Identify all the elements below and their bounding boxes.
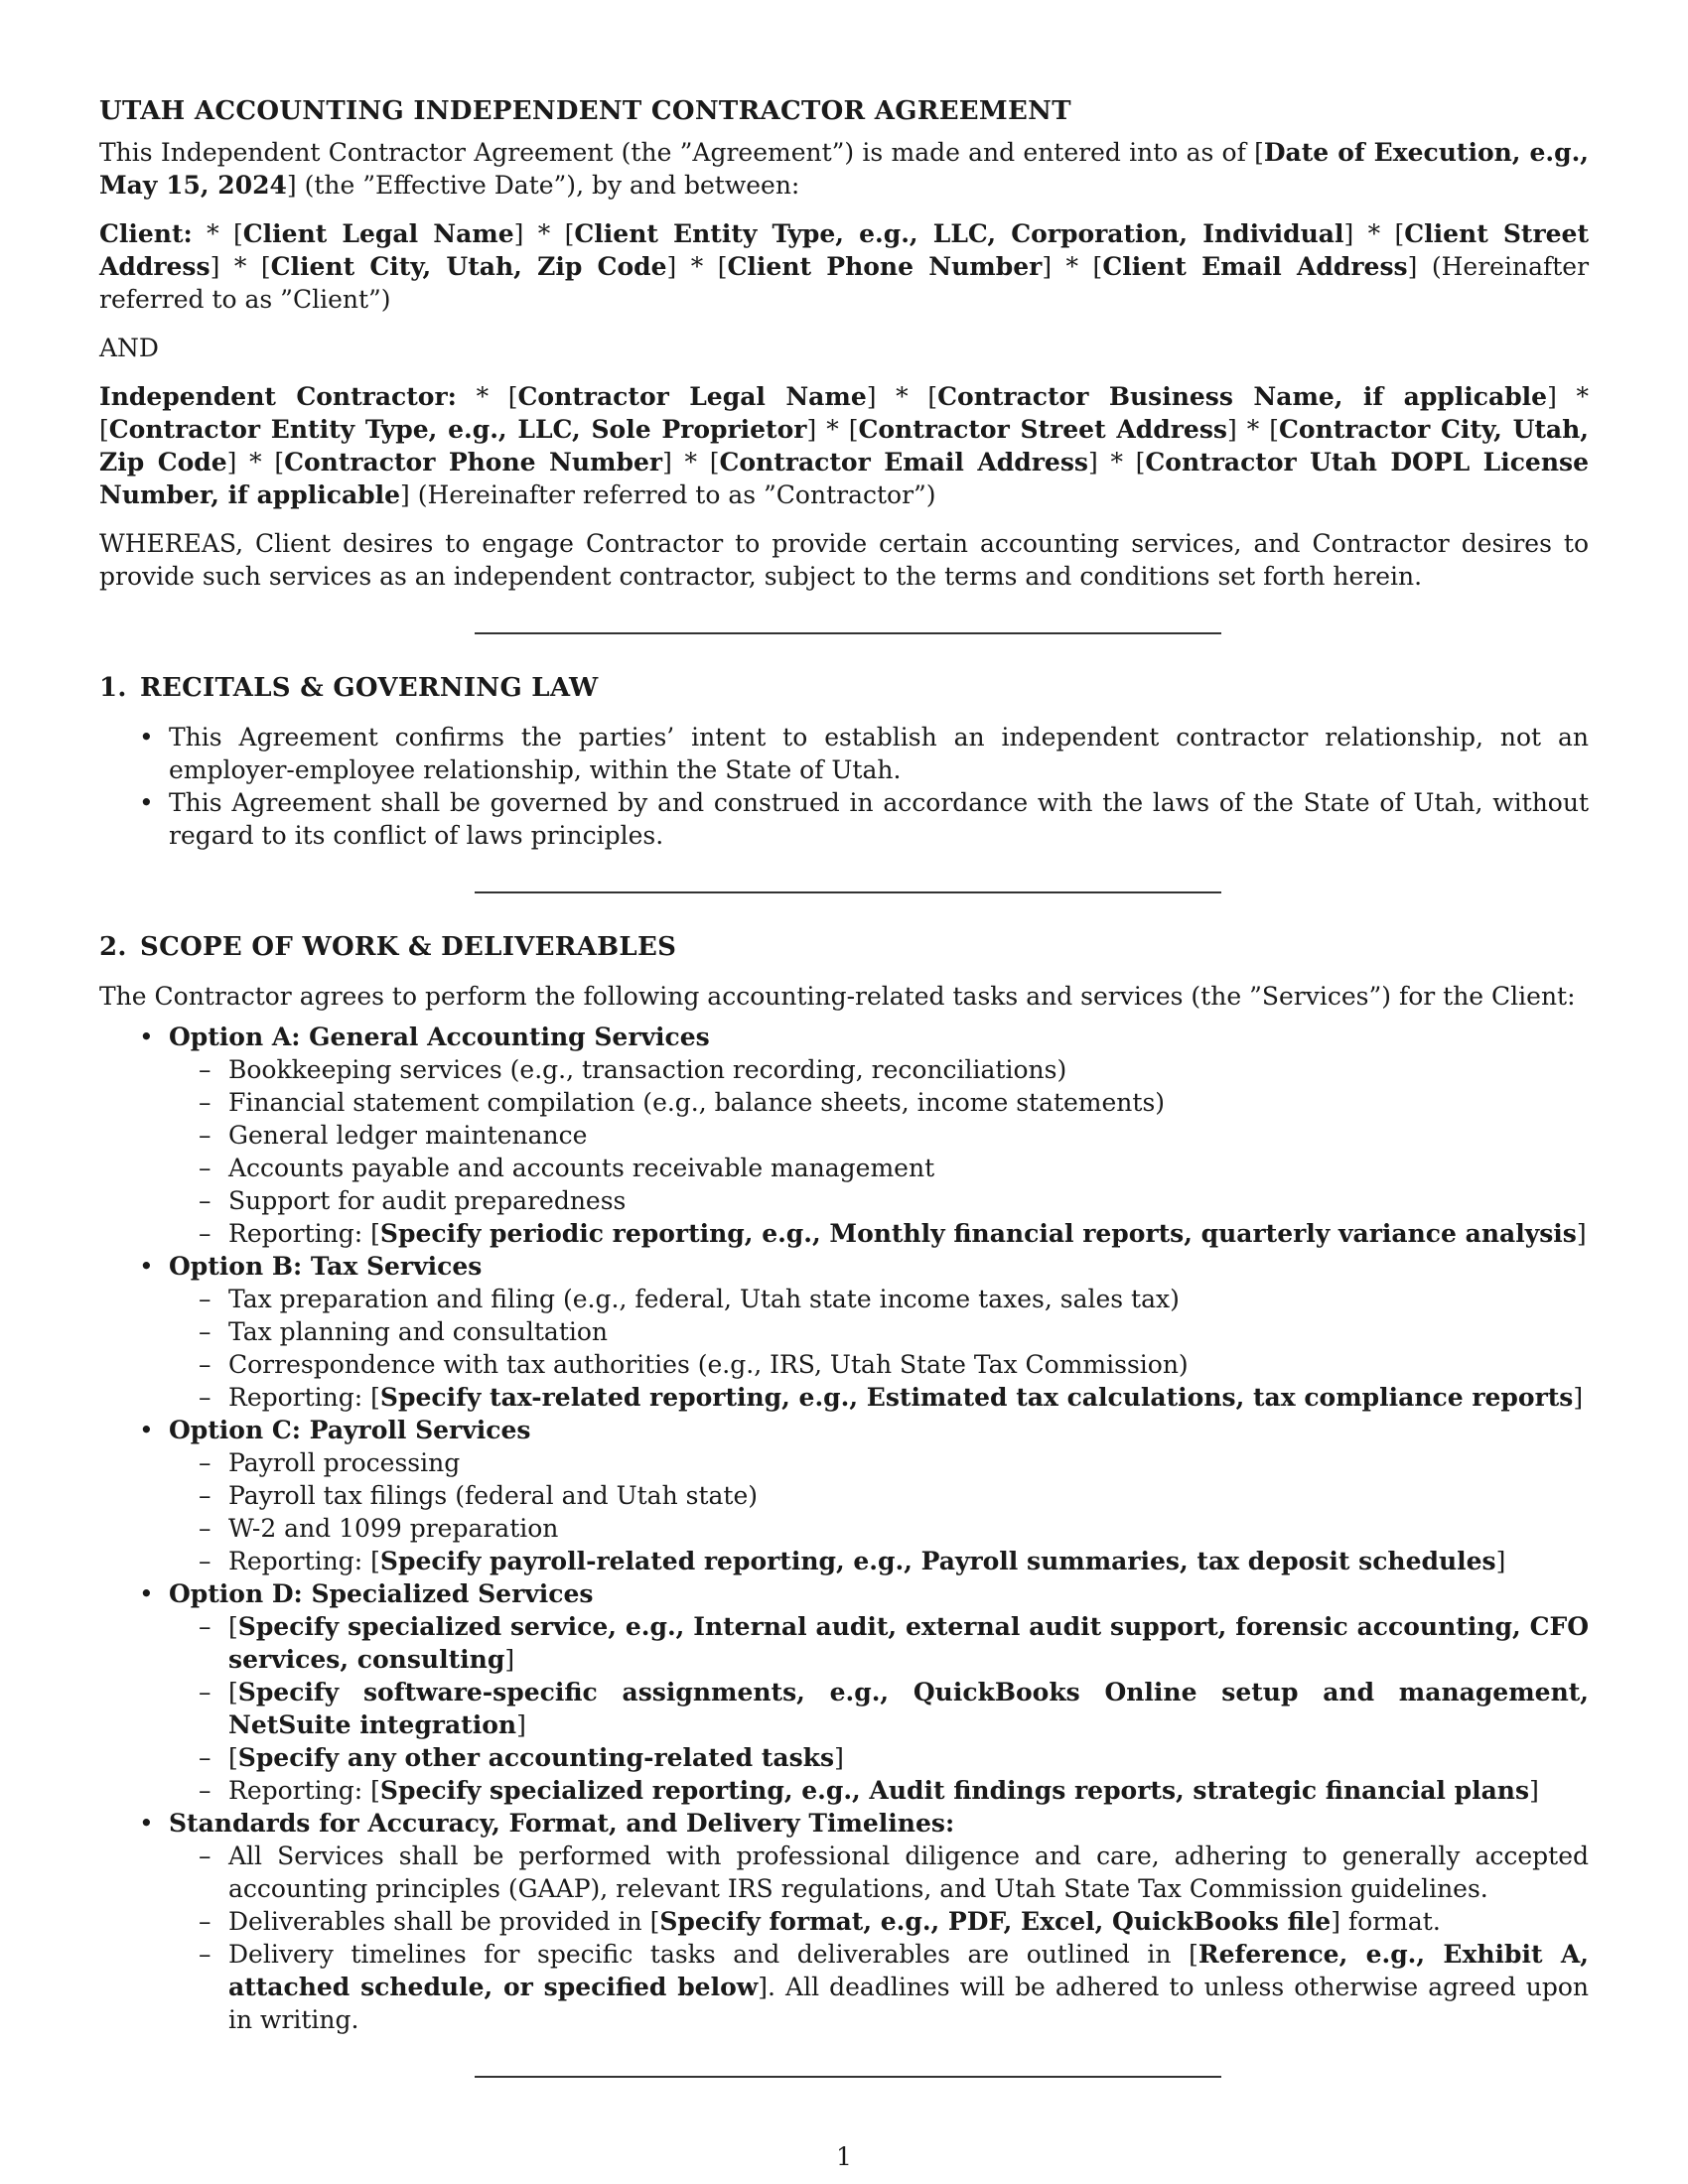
list-item-text: Delivery timelines for specific tasks and deliverables are outlined in (228, 1940, 1190, 1969)
dash-icon: – (199, 1186, 211, 1215)
list-item: – Reporting: [Specify specialized reporting, e.g., Audit findings reports, strategic financial plans] (199, 1776, 1539, 1805)
effective-date-field: Date of Execution, e.g., May 15, 2024 (99, 138, 1590, 200)
section-divider (475, 632, 1221, 634)
standards (99, 1807, 1589, 2036)
format-field: Specify format, e.g., PDF, Excel, QuickBooks file (659, 1907, 1332, 1936)
standards-title: Standards for Accuracy, Format, and Delivery Timelines: (169, 1809, 955, 1838)
bullet-icon: • (139, 1809, 154, 1838)
dash-icon: – (199, 1448, 211, 1477)
list-item-text: . All deadlines will be adhered to unless otherwise agreed upon in writing. (228, 1973, 1590, 2034)
client-block: Client: * [Client Legal Name] * [Client Entity Type, e.g., LLC, Corporation, Individual] * [Client Street Address] * [Client City, Utah, Zip Code] * [Client Phone Number] * [Client Email Address] (Hereinafter referred to as ”Client”) (99, 219, 1590, 314)
list-item-text: This Agreement shall be governed by and construed in accordance with the laws of the State of Utah, without regard to its conflict of laws principles. (169, 788, 1589, 850)
bullet-icon: • (139, 1023, 154, 1051)
option-d-title: Option D: Specialized Services (169, 1579, 594, 1608)
option-a (99, 1021, 1589, 1250)
option-d-items (169, 1610, 1589, 1807)
bullet-icon: • (139, 1416, 154, 1444)
bullet-icon: • (139, 1579, 154, 1608)
dash-icon: – (199, 1481, 211, 1510)
list-item (169, 1348, 1589, 1381)
list-item: – Reporting: [Specify tax-related reporting, e.g., Estimated tax calculations, tax compliance reports] (199, 1383, 1584, 1412)
client-phone-field: Client Phone Number (727, 252, 1043, 281)
client-email-field: Client Email Address (1102, 252, 1408, 281)
document-title: UTAH ACCOUNTING INDEPENDENT CONTRACTOR AGREEMENT (99, 96, 1071, 126)
reporting-field: Specify tax-related reporting, e.g., Estimated tax calculations, tax compliance reports (379, 1383, 1574, 1412)
dash-icon: – (199, 1055, 211, 1084)
reporting-label: Reporting: (228, 1547, 371, 1575)
dash-icon: – (199, 1940, 211, 1969)
list-item-text: Bookkeeping services (e.g., transaction recording, reconciliations) (228, 1055, 1067, 1084)
dash-icon: – (199, 1154, 211, 1182)
dash-icon: – (199, 1842, 211, 1870)
standards-items (169, 1840, 1589, 2036)
option-b (99, 1250, 1589, 1414)
dash-icon: – (199, 1547, 211, 1575)
dash-icon: – (199, 1678, 211, 1706)
list-item: – [Specify any other accounting-related tasks] (199, 1743, 844, 1772)
software-assignments-field: Specify software-specific assignments, e.g., QuickBooks Online setup and management, NetSuite integration (228, 1678, 1589, 1739)
contractor-entity-type-field: Contractor Entity Type, e.g., LLC, Sole Proprietor (108, 415, 807, 444)
list-item: – Reporting: [Specify periodic reporting, e.g., Monthly financial reports, quarterly variance analysis] (199, 1219, 1587, 1248)
intro-paragraph: This Independent Contractor Agreement (the ”Agreement”) is made and entered into as of [Date of Execution, e.g., May 15, 2024] (the ”Effective Date”), by and between: (99, 138, 1590, 200)
dash-icon: – (199, 1907, 211, 1936)
section-2-heading: 2. SCOPE OF WORK & DELIVERABLES (99, 932, 677, 962)
option-b-items (169, 1283, 1589, 1414)
list-item (169, 1152, 1589, 1184)
dash-icon: – (199, 1612, 211, 1641)
page-number: 1 (836, 2142, 852, 2171)
contractor-business-name-field: Contractor Business Name, if applicable (937, 382, 1548, 411)
section-1-list (99, 721, 1589, 852)
list-item (169, 1479, 1589, 1512)
document-page (99, 95, 1589, 2116)
option-d (99, 1577, 1589, 1807)
dash-icon: – (199, 1121, 211, 1150)
list-item (169, 1283, 1589, 1315)
list-item-text: Financial statement compilation (e.g., balance sheets, income statements) (228, 1088, 1166, 1117)
list-item-text: W-2 and 1099 preparation (228, 1514, 559, 1543)
list-item: – Reporting: [Specify payroll-related reporting, e.g., Payroll summaries, tax deposit schedules] (199, 1547, 1506, 1575)
dash-icon: – (199, 1743, 211, 1772)
dash-icon: – (199, 1285, 211, 1313)
section-1-heading: 1. RECITALS & GOVERNING LAW (99, 673, 599, 703)
list-item (169, 1840, 1589, 1905)
list-item-text: Deliverables shall be provided in (228, 1907, 650, 1936)
dash-icon: – (199, 1219, 211, 1248)
option-a-title: Option A: General Accounting Services (169, 1023, 710, 1051)
contractor-legal-name-field: Contractor Legal Name (517, 382, 867, 411)
list-item: – [Specify software-specific assignments, e.g., QuickBooks Online setup and management, NetSuite integration] (199, 1678, 1589, 1739)
list-item-text: Tax preparation and filing (e.g., federal, Utah state income taxes, sales tax) (228, 1285, 1180, 1313)
reporting-label: Reporting: (228, 1383, 371, 1412)
client-legal-name-field: Client Legal Name (242, 219, 514, 248)
client-street-field: Client Street Address (99, 219, 1590, 281)
list-item (99, 786, 1589, 852)
contractor-phone-field: Contractor Phone Number (284, 448, 663, 477)
section-2-list (99, 1021, 1589, 2036)
reporting-label: Reporting: (228, 1219, 371, 1248)
dash-icon: – (199, 1088, 211, 1117)
contractor-block: Independent Contractor: * [Contractor Legal Name] * [Contractor Business Name, if applicable] * [Contractor Entity Type, e.g., LLC, Sole Proprietor] * [Contractor Street Address] * [Contractor City, Utah, Zip Code] * [Contractor Phone Number] * [Contractor Email Address] * [Contractor Utah DOPL License Number, if applicable] (Hereinafter referred to as ”Contractor”) (99, 382, 1590, 509)
client-label: Client: (99, 219, 193, 248)
option-c (99, 1414, 1589, 1577)
dash-icon: – (199, 1317, 211, 1346)
list-item: – [Specify specialized service, e.g., Internal audit, external audit support, forensic accounting, CFO services, consulting] (199, 1612, 1589, 1674)
option-c-items (169, 1446, 1589, 1577)
bullet-icon: • (139, 723, 154, 751)
list-item-text: Payroll processing (228, 1448, 461, 1477)
dash-icon: – (199, 1383, 211, 1412)
intro-text-end: (the ”Effective Date”), by and between: (296, 171, 800, 200)
list-item (169, 1119, 1589, 1152)
list-item-text: Accounts payable and accounts receivable management (228, 1154, 935, 1182)
list-item-text: This Agreement confirms the parties’ intent to establish an independent contractor relationship, not an employer-employee relationship, within the State of Utah. (169, 723, 1589, 784)
contractor-license-field: Contractor Utah DOPL License Number, if applicable (99, 448, 1589, 509)
client-entity-type-field: Client Entity Type, e.g., LLC, Corporation, Individual (574, 219, 1344, 248)
option-b-title: Option B: Tax Services (169, 1252, 483, 1281)
bullet-icon: • (139, 1252, 154, 1281)
other-tasks-field: Specify any other accounting-related tasks (237, 1743, 835, 1772)
contractor-city-field: Contractor City, Utah, Zip Code (99, 415, 1590, 477)
list-item: – Deliverables shall be provided in [Specify format, e.g., PDF, Excel, QuickBooks file] format. (199, 1907, 1441, 1936)
client-city-field: Client City, Utah, Zip Code (270, 252, 667, 281)
reporting-field: Specify specialized reporting, e.g., Audit findings reports, strategic financial plans (379, 1776, 1530, 1805)
contractor-suffix: (Hereinafter referred to as ”Contractor”) (409, 480, 936, 509)
list-item (169, 1446, 1589, 1479)
dash-icon: – (199, 1514, 211, 1543)
client-suffix: (Hereinafter referred to as ”Client”) (99, 252, 1590, 314)
contractor-label: Independent Contractor: (99, 382, 457, 411)
intro-text: This Independent Contractor Agreement (the ”Agreement”) is made and entered into as of (99, 138, 1255, 167)
specialized-service-field: Specify specialized service, e.g., Internal audit, external audit support, forensic accounting, CFO services, consulting (228, 1612, 1589, 1674)
option-c-title: Option C: Payroll Services (169, 1416, 531, 1444)
list-item-text: General ledger maintenance (228, 1121, 588, 1150)
list-item (169, 1086, 1589, 1119)
list-item-text: Tax planning and consultation (228, 1317, 609, 1346)
section-2-intro: The Contractor agrees to perform the following accounting-related tasks and services (the ”Services”) for the Client: (99, 982, 1576, 1011)
option-a-items (169, 1053, 1589, 1250)
contractor-email-field: Contractor Email Address (719, 448, 1088, 477)
list-item-text: Support for audit preparedness (228, 1186, 627, 1215)
bullet-icon: • (139, 788, 154, 817)
dash-icon: – (199, 1350, 211, 1379)
and-separator: AND (99, 334, 159, 362)
list-item (99, 721, 1589, 786)
list-item (169, 1512, 1589, 1545)
list-item-text: Payroll tax filings (federal and Utah state) (228, 1481, 759, 1510)
list-item-text: Correspondence with tax authorities (e.g., IRS, Utah State Tax Commission) (228, 1350, 1189, 1379)
section-divider (475, 2076, 1221, 2078)
list-item (169, 1184, 1589, 1217)
dash-icon: – (199, 1776, 211, 1805)
list-item-text: format. (1339, 1907, 1441, 1936)
reporting-field: Specify payroll-related reporting, e.g., Payroll summaries, tax deposit schedules (379, 1547, 1496, 1575)
list-item (169, 1315, 1589, 1348)
section-divider (475, 891, 1221, 893)
list-item-text: All Services shall be performed with professional diligence and care, adhering to generally accepted accounting principles (GAAP), relevant IRS regulations, and Utah State Tax Commission guidelines. (228, 1842, 1589, 1903)
reporting-label: Reporting: (228, 1776, 371, 1805)
contractor-street-field: Contractor Street Address (858, 415, 1227, 444)
whereas-paragraph: WHEREAS, Client desires to engage Contractor to provide certain accounting services, and Contractor desires to provide such services as an independent contractor, subject to the terms and conditions set forth herein. (99, 529, 1589, 591)
list-item (169, 1053, 1589, 1086)
list-item: – Delivery timelines for specific tasks and deliverables are outlined in [Reference, e.g., Exhibit A, attached schedule, or specified below]. All deadlines will be adhered to unless otherwise agreed upon in writing. (199, 1940, 1590, 2034)
timeline-reference-field: Reference, e.g., Exhibit A, attached schedule, or specified below (228, 1940, 1589, 2001)
reporting-field: Specify periodic reporting, e.g., Monthly financial reports, quarterly variance analysis (379, 1219, 1577, 1248)
